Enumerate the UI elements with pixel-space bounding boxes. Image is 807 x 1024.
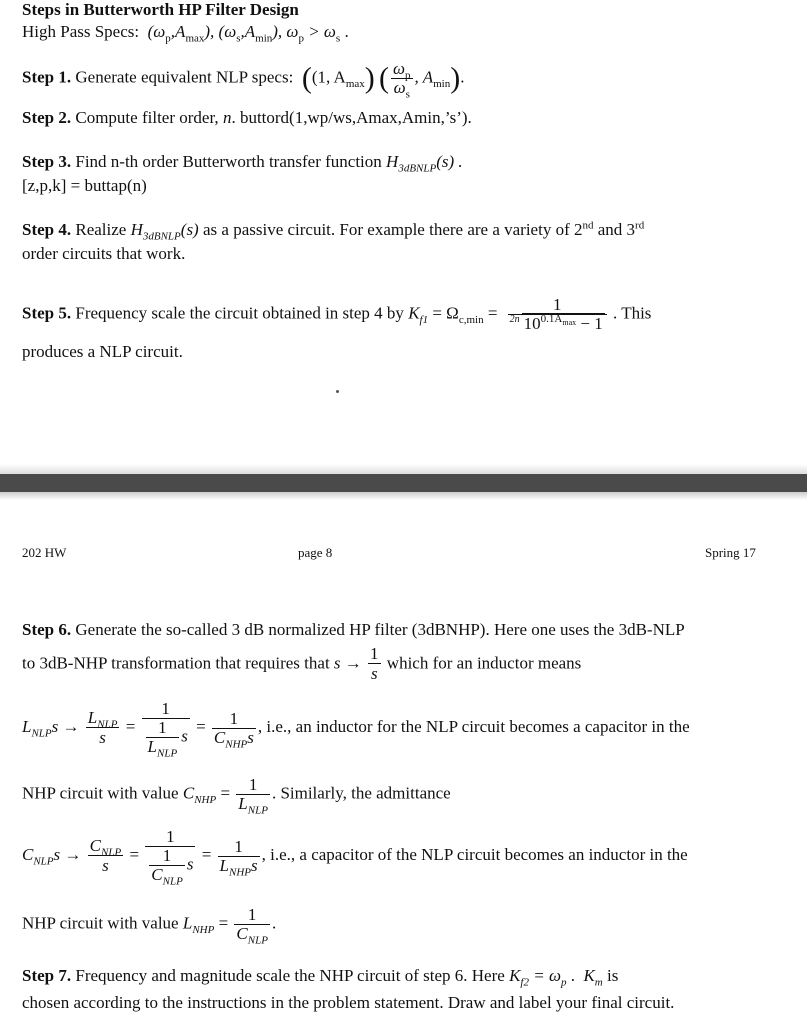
step1 <box>22 59 465 101</box>
step7-k: K <box>509 966 521 985</box>
step4-fn-arg: (s) <box>180 220 199 239</box>
frac-den: L <box>147 737 157 756</box>
step3-fn-sub: 3dBNLP <box>398 162 437 175</box>
step6-text: Generate the so-called 3 dB normalized HP filter (3dBNHP). Here one uses the 3dB-NLP <box>75 620 685 639</box>
root-body <box>522 313 605 333</box>
step2-label: Step 2. <box>22 108 72 127</box>
frac-num: 1 <box>142 700 190 719</box>
root-fraction <box>508 296 607 333</box>
specs-part: (ω <box>147 22 166 41</box>
eq-sign: = <box>196 716 206 736</box>
eq-capacitor <box>22 827 688 888</box>
step1-text: Generate equivalent NLP specs: <box>75 67 294 87</box>
cnhp: C <box>182 783 195 803</box>
step4-text: as a passive circuit. For example there are a variety of 2 <box>202 220 583 239</box>
step6-arrow: → <box>340 653 362 673</box>
one-over-cnlp <box>234 905 270 947</box>
eq-frac-1 <box>86 709 120 748</box>
frac-den-sub: s <box>405 88 410 101</box>
eq-lhs-sub: NLP <box>31 727 52 740</box>
step5-k: K <box>408 303 420 323</box>
page-title: Steps in Butterworth HP Filter Design <box>22 0 299 19</box>
frac-s: s <box>186 854 194 874</box>
one-over-lnlp <box>236 775 270 817</box>
specs-sub: s <box>236 32 241 45</box>
frac-den: L <box>219 855 229 875</box>
frac-den: ω <box>393 78 406 97</box>
eq-sign: = <box>214 913 229 933</box>
page-lower <box>0 500 807 1024</box>
step6 <box>22 620 685 640</box>
frac-den-sub: NLP <box>247 934 268 947</box>
page-shadow <box>0 464 807 474</box>
lnhp: L <box>182 913 193 933</box>
step4-line2: order circuits that work. <box>22 244 186 263</box>
frac-num: 1 <box>234 906 270 925</box>
frac-den: s <box>99 727 106 747</box>
specs-part: > ω <box>303 22 336 41</box>
eq-sign: = <box>216 783 231 803</box>
step6-end: . <box>271 913 277 933</box>
inner-frac <box>146 718 180 760</box>
step4 <box>22 219 645 243</box>
step4-sup: nd <box>582 219 594 232</box>
frac-num: L <box>87 707 98 727</box>
frac-num: 1 <box>146 719 180 738</box>
step5-text: Frequency scale the circuit obtained in step 4 by <box>75 303 404 323</box>
frac-num: C <box>89 835 101 855</box>
paren-open: ( <box>301 61 312 95</box>
page-upper <box>0 0 807 464</box>
eq-sign: = <box>125 716 136 736</box>
step5-after: . This <box>613 303 652 323</box>
frac-den: s <box>102 855 109 875</box>
paren-close: ) <box>364 61 375 95</box>
frac-den: s <box>370 664 378 683</box>
frac-num: 1 <box>149 847 185 866</box>
eq-frac-2 <box>142 699 190 760</box>
root-frac-num: 1 <box>508 296 607 315</box>
eq-sign: = <box>129 844 140 864</box>
step6-text: . Similarly, the admittance <box>271 783 451 803</box>
page-shadow <box>0 492 807 500</box>
step6-text: NHP circuit with value <box>22 783 179 803</box>
frac-s: s <box>247 727 254 747</box>
eq-lhs-s: s <box>51 716 59 736</box>
step6-s: s <box>333 653 341 673</box>
step2-cmd: . buttord(1,wp/ws,Amax,Amin,’s’). <box>231 108 472 127</box>
step1-sub: min <box>433 77 451 90</box>
step7-eq: = ω <box>528 966 561 985</box>
eq-arrow: → <box>58 716 80 736</box>
eq-sign: = <box>201 844 212 864</box>
frac-num: 1 <box>212 710 256 729</box>
step3-text: Find n-th order Butterworth transfer function <box>75 152 382 171</box>
step5-eq: = <box>483 303 498 323</box>
step1-part: , A <box>414 67 434 87</box>
eq-frac-2 <box>145 827 195 888</box>
step7-text: Frequency and magnitude scale the NHP circuit of step 6. Here <box>75 966 505 985</box>
root-minus: − 1 <box>576 314 603 333</box>
step2-text: Compute filter order, <box>75 108 219 127</box>
step7-eq-sub: p <box>560 976 567 989</box>
step7-km: K <box>583 966 595 985</box>
step3-cmd: [z,p,k] = buttap(n) <box>22 176 147 195</box>
frac-num: ω <box>393 59 406 78</box>
eq-lhs-s: s <box>53 844 61 864</box>
eq-lhs: L <box>22 716 32 736</box>
cnhp-sub: NHP <box>194 793 217 806</box>
frac-den-sub: NHP <box>225 737 248 750</box>
step2-n: n <box>222 108 232 127</box>
frac-den: C <box>151 865 163 884</box>
specs-sub: p <box>298 32 304 45</box>
frac-num-sub: p <box>405 69 411 82</box>
step1-part: (1, A <box>311 67 346 87</box>
step5-k-sub: f1 <box>419 313 429 326</box>
footer-right: Spring 17 <box>705 545 756 560</box>
frac-den-sub: NLP <box>162 875 183 888</box>
hp-specs <box>22 22 349 45</box>
specs-part: ,A <box>240 22 256 41</box>
eq-inductor <box>22 699 690 760</box>
step1-label: Step 1. <box>22 67 72 87</box>
specs-label: High Pass Specs: <box>22 22 140 41</box>
root-exp-sub: max <box>562 318 577 328</box>
step3 <box>22 152 463 175</box>
inner-frac <box>149 846 185 888</box>
paren-open: ( <box>379 61 390 95</box>
step7 <box>22 966 619 989</box>
one-over-s <box>368 645 381 684</box>
frac-den-sub: NLP <box>157 747 178 760</box>
eq-frac-3 <box>212 708 256 750</box>
step4-label: Step 4. <box>22 220 72 239</box>
step5-eq: = Ω <box>428 303 459 323</box>
frac-num: 1 <box>218 838 260 857</box>
step4-fn: H <box>130 220 143 239</box>
step6-line2 <box>22 645 581 684</box>
frac-den-sub: NHP <box>229 865 251 878</box>
footer-center: page 8 <box>298 545 333 560</box>
step7-k-sub: f2 <box>520 976 529 989</box>
specs-sub: p <box>165 32 171 45</box>
step5-label: Step 5. <box>22 303 72 323</box>
frac-num-sub: NLP <box>97 717 118 730</box>
step5-omega-sub: c,min <box>458 313 484 326</box>
lnhp-sub: NHP <box>192 923 215 936</box>
step6-text: which for an inductor means <box>386 653 582 673</box>
step6-text: NHP circuit with value <box>22 913 179 933</box>
root-frac-den <box>508 315 607 333</box>
step3-fn-arg: (s) . <box>436 152 463 171</box>
root-exp: 0.1A <box>540 313 563 326</box>
frac-s: s <box>251 855 258 875</box>
step6-text: to 3dB-NHP transformation that requires that <box>22 653 330 673</box>
specs-part: ,A <box>170 22 186 41</box>
frac-den: L <box>238 794 248 813</box>
eq-lhs: C <box>22 844 34 864</box>
frac-num: 1 <box>236 776 270 795</box>
step4-sup: rd <box>635 219 645 232</box>
wp-ws-fraction <box>391 59 413 101</box>
step7-km-sub: m <box>594 976 603 989</box>
page-separator <box>0 474 807 492</box>
frac-den: C <box>213 727 226 747</box>
eq-lhs-sub: NLP <box>33 855 54 868</box>
step4-text: and 3 <box>593 220 636 239</box>
eq-after: , i.e., an inductor for the NLP circuit becomes a capacitor in the <box>257 716 690 736</box>
step6-line3 <box>22 775 451 817</box>
eq-after: , i.e., a capacitor of the NLP circuit becomes an inductor in the <box>261 844 688 864</box>
eq-frac-3 <box>218 836 260 878</box>
specs-end: . <box>340 22 349 41</box>
step3-label: Step 3. <box>22 152 72 171</box>
frac-den-sub: NLP <box>247 804 268 817</box>
step7-label: Step 7. <box>22 966 72 985</box>
specs-part: ), (ω <box>204 22 237 41</box>
step6-label: Step 6. <box>22 620 72 639</box>
step3-fn: H <box>386 152 399 171</box>
step5-line2: produces a NLP circuit. <box>22 342 183 361</box>
step1-sub: max <box>345 77 365 90</box>
frac-num-sub: NLP <box>101 845 122 858</box>
specs-sub: min <box>255 32 273 45</box>
step2 <box>22 108 472 128</box>
specs-sub: max <box>185 32 205 45</box>
frac-num: 1 <box>370 644 379 663</box>
step6-line5 <box>22 905 277 947</box>
step7-line2: chosen according to the instructions in the problem statement. Draw and label your final circuit. <box>22 993 675 1012</box>
frac-s: s <box>181 726 188 746</box>
step7-text: is <box>607 966 619 985</box>
frac-den: C <box>236 924 248 943</box>
footer-left: 202 HW <box>22 545 67 560</box>
stray-dot <box>336 390 339 393</box>
paren-close: ) <box>450 61 461 95</box>
step1-end: . <box>460 67 465 87</box>
root-base: 10 <box>523 314 541 333</box>
step5 <box>22 296 651 333</box>
specs-sub: s <box>335 32 341 45</box>
step4-fn-sub: 3dBNLP <box>142 230 181 243</box>
nth-root <box>510 315 605 333</box>
root-index: 2n <box>509 314 520 325</box>
step7-mid: . <box>566 966 575 985</box>
step4-text: Realize <box>75 220 127 239</box>
specs-part: ), ω <box>272 22 299 41</box>
frac-num: 1 <box>145 828 195 847</box>
eq-frac-1 <box>88 837 124 876</box>
eq-arrow: → <box>60 844 82 864</box>
